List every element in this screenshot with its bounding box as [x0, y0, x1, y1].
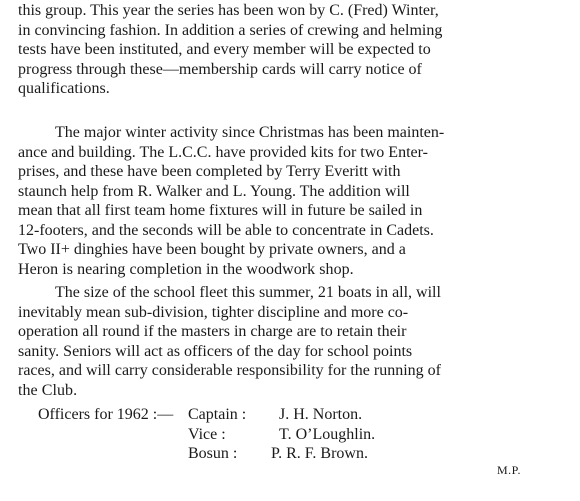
officers-intro: Officers for 1962 :—	[38, 406, 174, 423]
paragraph-2-line: mean that all first team home fixtures will in future be sailed in	[18, 202, 423, 219]
paragraph-3-line: the Club.	[18, 381, 78, 399]
paragraph-3-line: The size of the school fleet this summer, 21 boats in all, will	[55, 284, 441, 301]
paragraph-3-line: inevitably mean sub-division, tighter discipline and more co-	[18, 303, 409, 321]
paragraph-3-line: operation all round if the masters in charge are to retain their	[18, 323, 407, 340]
officer-name: P. R. F. Brown.	[271, 445, 368, 462]
paragraph-1-line: progress through these—membership cards will carry notice of	[18, 60, 422, 78]
officer-name: T. O’Loughlin.	[279, 425, 376, 443]
paragraph-3-line: sanity. Seniors will act as officers of the day for school points	[18, 342, 413, 360]
paragraph-1-line: in convincing fashion. In addition a series of crewing and helming	[18, 21, 443, 39]
paragraph-2-line: Heron is nearing completion in the woodwork shop.	[18, 260, 354, 278]
paragraph-3-line: races, and will carry considerable responsibility for the running of	[18, 362, 441, 379]
officer-role: Vice :	[188, 425, 226, 443]
paragraph-1-line: qualifications.	[18, 80, 110, 97]
paragraph-2-line: staunch help from R. Walker and L. Young. The addition will	[18, 182, 410, 200]
paragraph-2	[18, 123, 564, 279]
paragraph-2-line: 12-footers, and the seconds will be able to concentrate in Cadets.	[18, 221, 434, 239]
paragraph-3	[18, 283, 564, 400]
paragraph-1-line: tests have been instituted, and every member will be expected to	[18, 41, 431, 58]
officer-name: J. H. Norton.	[279, 406, 363, 423]
paragraph-2-line: prises, and these have been completed by Terry Everitt with	[18, 163, 401, 180]
paragraph-1	[18, 1, 564, 99]
author-initials: M.P.	[497, 463, 522, 477]
paragraph-1-line: this group. This year the series has been won by C. (Fred) Winter,	[18, 2, 439, 19]
paragraph-2-line: The major winter activity since Christmas has been mainten-	[55, 124, 445, 141]
officer-role: Bosun :	[188, 445, 238, 462]
paragraph-2-line: ance and building. The L.C.C. have provided kits for two Enter-	[18, 143, 428, 161]
paragraph-2-line: Two II+ dinghies have been bought by private owners, and a	[18, 241, 406, 258]
officer-role: Captain :	[188, 406, 247, 423]
